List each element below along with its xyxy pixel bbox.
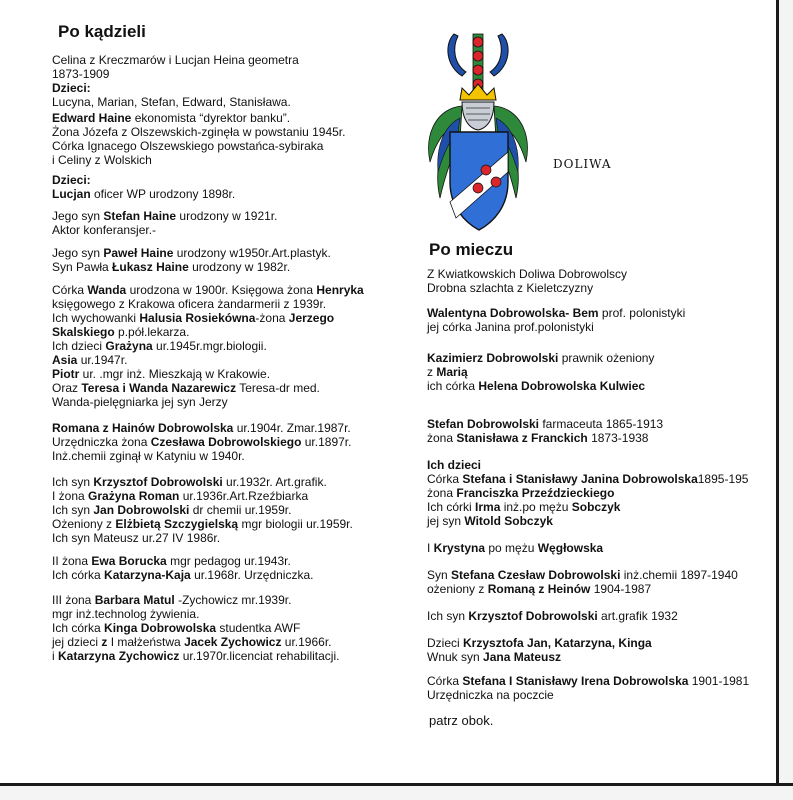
text-run: Jego syn xyxy=(52,209,104,223)
paternal-line-text xyxy=(427,267,772,702)
text-run: Oraz xyxy=(52,381,82,395)
name-highlight: Piotr xyxy=(52,367,80,381)
text-run: Ich dzieci xyxy=(52,339,106,353)
left-entry-2 xyxy=(52,173,407,201)
text-line xyxy=(52,381,407,395)
text-run: księgowego z Krakowa oficera żandarmerii z 1939r. xyxy=(52,297,327,311)
text-run: urodzony w 1982r. xyxy=(188,260,291,274)
text-run: 1873-1938 xyxy=(587,431,649,445)
name-highlight: Dzieci: xyxy=(52,173,91,187)
name-highlight: Krzysztof Dobrowolski xyxy=(93,475,223,489)
text-run: jej córka Janina prof.polonistyki xyxy=(427,320,594,334)
name-highlight: Ewa Borucka xyxy=(91,554,167,568)
horn-right-icon xyxy=(490,34,508,76)
name-highlight: Czesława Dobrowolskiego xyxy=(150,435,302,449)
helmet-icon xyxy=(462,102,494,130)
name-highlight: Haine xyxy=(156,260,189,274)
text-run: Córka xyxy=(427,674,463,688)
text-line xyxy=(52,395,407,409)
name-highlight: Stanisława z Franckich xyxy=(456,431,588,445)
text-run: ekonomista “dyrektor banku”. xyxy=(131,111,291,125)
text-line xyxy=(427,674,772,688)
text-run: Syn xyxy=(427,568,452,582)
name-highlight: Wanda xyxy=(87,283,127,297)
text-run: jej dzieci xyxy=(52,635,102,649)
text-line xyxy=(52,503,407,517)
right-entry-7 xyxy=(427,609,772,623)
right-entry-9 xyxy=(427,674,772,702)
name-highlight: Stefana i Stanisławy Janina Dobrowolska xyxy=(462,472,698,486)
footer-note: patrz obok. xyxy=(429,713,494,728)
text-run: 1895-195 xyxy=(697,472,749,486)
text-run: Aktor konferansjer.- xyxy=(52,223,157,237)
name-highlight: Romaną z Heinów xyxy=(487,582,591,596)
left-entry-6 xyxy=(52,421,407,463)
text-run: Dzieci xyxy=(427,636,464,650)
name-highlight: Irma xyxy=(475,500,501,514)
name-highlight: Krzysztof Dobrowolski xyxy=(468,609,598,623)
text-run: Ich córka xyxy=(52,621,105,635)
text-run: mgr biologii ur.1959r. xyxy=(238,517,353,531)
text-run: i Celiny z Wolskich xyxy=(52,153,152,167)
text-run: I małżeństwa xyxy=(107,635,185,649)
text-run: Córka xyxy=(52,283,88,297)
text-line xyxy=(52,531,407,545)
name-highlight: Marią xyxy=(436,365,468,379)
text-line xyxy=(427,472,772,486)
text-run: Córka xyxy=(427,472,463,486)
text-run: prawnik ożeniony xyxy=(558,351,655,365)
text-line xyxy=(52,593,407,607)
text-line xyxy=(427,514,772,528)
right-entry-1 xyxy=(427,306,772,334)
name-highlight: Stefan Dobrowolski xyxy=(427,417,540,431)
text-line xyxy=(52,209,407,223)
text-line xyxy=(52,95,407,109)
text-run: ur. .mgr inż. Mieszkają w Krakowie. xyxy=(79,367,271,381)
left-entry-5 xyxy=(52,283,407,409)
text-run: art.grafik 1932 xyxy=(597,609,678,623)
name-highlight: Jana Mateusz xyxy=(483,650,562,664)
text-run: -Zychowicz mr.1939r. xyxy=(174,593,292,607)
text-run: inż.po mężu xyxy=(500,500,572,514)
text-run: Inż.chemii zginął w Katyniu w 1940r. xyxy=(52,449,245,463)
text-line xyxy=(52,421,407,435)
text-line xyxy=(427,688,772,702)
text-line xyxy=(52,311,407,325)
name-highlight: Walentyna Dobrowolska- Bem xyxy=(427,306,599,320)
right-entry-2 xyxy=(427,351,772,393)
text-line xyxy=(427,541,772,555)
text-run: Ich córka xyxy=(52,568,105,582)
text-run: mgr pedagog ur.1943r. xyxy=(166,554,291,568)
text-run: urodzony w1950r.Art.plastyk. xyxy=(173,246,331,260)
text-run: jej syn xyxy=(427,514,465,528)
scan-edge-bottom xyxy=(0,783,793,800)
name-highlight: Barbara Matul xyxy=(94,593,175,607)
text-run: ur.1904r. Zmar.1987r. xyxy=(233,421,351,435)
name-highlight: Krzysztofa Jan, Katarzyna, Kinga xyxy=(463,636,652,650)
text-run: Urzędniczka na poczcie xyxy=(427,688,554,702)
name-highlight: Franciszka Przeździeckiego xyxy=(456,486,615,500)
name-highlight: Łukasz xyxy=(112,260,153,274)
text-run: Wanda-pielęgniarka jej syn Jerzy xyxy=(52,395,228,409)
text-run: oficer WP urodzony 1898r. xyxy=(90,187,236,201)
name-highlight: Jan Dobrowolski xyxy=(93,503,190,517)
name-highlight: Stefana I Stanisławy Irena Dobrowolska xyxy=(462,674,689,688)
name-highlight: Helena Dobrowolska Kulwiec xyxy=(478,379,646,393)
left-entry-1 xyxy=(52,111,407,167)
text-run: ożeniony z xyxy=(427,582,488,596)
name-highlight: Katarzyna Zychowicz xyxy=(58,649,180,663)
text-line xyxy=(52,353,407,367)
name-highlight: Jerzego xyxy=(288,311,335,325)
right-entry-8 xyxy=(427,636,772,664)
text-line xyxy=(427,417,772,431)
text-run: ur.1966r. xyxy=(281,635,332,649)
text-line xyxy=(52,125,407,139)
left-entry-3 xyxy=(52,209,407,237)
text-run: urodzona w 1900r. Księgowa żona xyxy=(126,283,317,297)
text-run: mgr inż.technolog żywienia. xyxy=(52,607,200,621)
name-highlight: Henryka xyxy=(316,283,364,297)
name-highlight: Węgłowska xyxy=(537,541,604,555)
name-highlight: Paweł Haine xyxy=(103,246,174,260)
text-run: żona xyxy=(427,431,457,445)
text-run: ur.1945r.mgr.biologii. xyxy=(152,339,267,353)
text-line xyxy=(52,435,407,449)
right-title: Po mieczu xyxy=(429,240,514,259)
text-line xyxy=(52,568,407,582)
text-line xyxy=(52,517,407,531)
text-run: ur.1947r. xyxy=(77,353,128,367)
text-line xyxy=(52,449,407,463)
text-line xyxy=(427,379,772,393)
name-highlight: Stefan Haine xyxy=(103,209,177,223)
text-run: Z Kwiatkowskich Doliwa Dobrowolscy xyxy=(427,267,628,281)
text-line xyxy=(52,339,407,353)
left-entry-7 xyxy=(52,475,407,545)
name-highlight: Krystyna xyxy=(433,541,486,555)
text-line xyxy=(52,260,407,274)
text-line xyxy=(52,53,407,67)
text-run: urodzony w 1921r. xyxy=(176,209,278,223)
left-entry-9 xyxy=(52,593,407,663)
text-line xyxy=(52,297,407,311)
text-run: Ożeniony z xyxy=(52,517,116,531)
text-run: farmaceuta 1865-1913 xyxy=(539,417,664,431)
text-run: III żona xyxy=(52,593,95,607)
text-line xyxy=(52,325,407,339)
text-line xyxy=(427,458,772,472)
text-run: Urzędniczka żona xyxy=(52,435,151,449)
text-line xyxy=(52,67,407,81)
name-highlight: Katarzyna-Kaja xyxy=(104,568,191,582)
text-line xyxy=(52,621,407,635)
left-entry-4 xyxy=(52,246,407,274)
text-run: po mężu xyxy=(485,541,538,555)
name-highlight: Elżbietą Szczygielską xyxy=(115,517,239,531)
name-highlight: Grażyna Roman xyxy=(88,489,180,503)
text-run: prof. polonistyki xyxy=(598,306,686,320)
text-run: ich córka xyxy=(427,379,479,393)
right-entry-6 xyxy=(427,568,772,596)
text-run: Ich wychowanki xyxy=(52,311,140,325)
text-line xyxy=(427,431,772,445)
text-line xyxy=(427,650,772,664)
name-highlight: Witold Sobczyk xyxy=(464,514,553,528)
text-run: Ich syn xyxy=(52,475,94,489)
text-run: z xyxy=(427,365,437,379)
text-run: i xyxy=(52,649,58,663)
text-line xyxy=(427,568,772,582)
name-highlight: Sobczyk xyxy=(571,500,621,514)
name-highlight: Teresa i Wanda Nazarewicz xyxy=(81,381,237,395)
text-line xyxy=(52,489,407,503)
text-run: Ich syn xyxy=(427,609,469,623)
text-line xyxy=(52,635,407,649)
text-line xyxy=(52,173,407,187)
name-highlight: Edward Haine xyxy=(52,111,132,125)
text-line xyxy=(52,81,407,95)
text-run: 1901-1981 xyxy=(688,674,750,688)
text-run: Drobna szlachta z Kieletczyzny xyxy=(427,281,594,295)
text-line xyxy=(52,111,407,125)
text-run: 1873-1909 xyxy=(52,67,110,81)
text-run: studentka AWF xyxy=(216,621,301,635)
text-line xyxy=(52,367,407,381)
name-highlight: Ich dzieci xyxy=(427,458,482,472)
text-line xyxy=(52,153,407,167)
text-line xyxy=(427,267,772,281)
crown-icon xyxy=(460,84,496,100)
name-highlight: Kazimierz Dobrowolski xyxy=(427,351,559,365)
left-entry-0 xyxy=(52,53,407,109)
name-highlight: Grażyna xyxy=(105,339,153,353)
name-highlight: Czesław Dobrowolski xyxy=(497,568,621,582)
name-highlight: Stefana xyxy=(451,568,495,582)
name-highlight: Jacek Zychowicz xyxy=(184,635,282,649)
name-highlight: Romana z Hainów Dobrowolska xyxy=(52,421,234,435)
maternal-line-text xyxy=(52,53,407,663)
left-title: Po kądzieli xyxy=(58,22,146,41)
text-line xyxy=(427,306,772,320)
text-line xyxy=(52,283,407,297)
text-run: Ich syn Mateusz ur.27 IV 1986r. xyxy=(52,531,221,545)
text-line xyxy=(52,187,407,201)
text-run: Syn Pawła xyxy=(52,260,113,274)
right-entry-5 xyxy=(427,541,772,555)
text-run: ur.1936r.Art.Rzeźbiarka xyxy=(179,489,309,503)
text-run: I żona xyxy=(52,489,89,503)
right-entry-0 xyxy=(427,267,772,295)
text-run: Jego syn xyxy=(52,246,104,260)
text-line xyxy=(52,475,407,489)
horn-left-icon xyxy=(448,34,466,76)
text-run: Teresa-dr med. xyxy=(236,381,320,395)
text-run: Ich syn xyxy=(52,503,94,517)
text-run: ur.1932r. Art.grafik. xyxy=(222,475,327,489)
name-highlight: Lucjan xyxy=(52,187,91,201)
text-run: Ich córki xyxy=(427,500,476,514)
text-run: II żona xyxy=(52,554,92,568)
text-line xyxy=(427,582,772,596)
right-entry-3 xyxy=(427,417,772,445)
text-line xyxy=(52,554,407,568)
scan-edge-right xyxy=(776,0,793,800)
left-entry-8 xyxy=(52,554,407,582)
doliwa-coat-of-arms xyxy=(416,22,540,234)
text-line xyxy=(52,649,407,663)
text-run: 1904-1987 xyxy=(590,582,652,596)
text-line xyxy=(427,320,772,334)
text-line xyxy=(52,139,407,153)
text-line xyxy=(52,246,407,260)
text-run: I xyxy=(427,541,434,555)
text-line xyxy=(427,500,772,514)
text-run: żona xyxy=(427,486,457,500)
text-run: Lucyna, Marian, Stefan, Edward, Stanisława. xyxy=(52,95,291,109)
text-run: Żona Józefa z Olszewskich-zginęła w powstaniu 1945r. xyxy=(52,125,346,139)
text-line xyxy=(427,365,772,379)
text-line xyxy=(52,223,407,237)
text-line xyxy=(427,486,772,500)
text-line xyxy=(52,607,407,621)
coat-of-arms-label: DOLIWA xyxy=(553,157,612,171)
text-line xyxy=(427,609,772,623)
name-highlight: Skalskiego xyxy=(52,325,115,339)
text-run: ur.1968r. Urzędniczka. xyxy=(190,568,314,582)
text-line xyxy=(427,281,772,295)
name-highlight: Dzieci: xyxy=(52,81,91,95)
name-highlight: Asia xyxy=(52,353,78,367)
name-highlight: z xyxy=(101,635,108,649)
text-run: inż.chemii 1897-1940 xyxy=(620,568,738,582)
text-run: Wnuk syn xyxy=(427,650,484,664)
text-run: p.pół.lekarza. xyxy=(114,325,190,339)
text-run: -żona xyxy=(255,311,289,325)
text-run: dr chemii ur.1959r. xyxy=(189,503,292,517)
right-entry-4 xyxy=(427,458,772,528)
text-run: ur.1897r. xyxy=(301,435,352,449)
name-highlight: Halusia Rosiekówna xyxy=(139,311,256,325)
text-run: Celina z Kreczmarów i Lucjan Heina geometra xyxy=(52,53,299,67)
text-line xyxy=(427,351,772,365)
name-highlight: Kinga Dobrowolska xyxy=(104,621,217,635)
text-line xyxy=(427,636,772,650)
text-run: Córka Ignacego Olszewskiego powstańca-sybiraka xyxy=(52,139,324,153)
text-run: ur.1970r.licenciat rehabilitacji. xyxy=(179,649,340,663)
